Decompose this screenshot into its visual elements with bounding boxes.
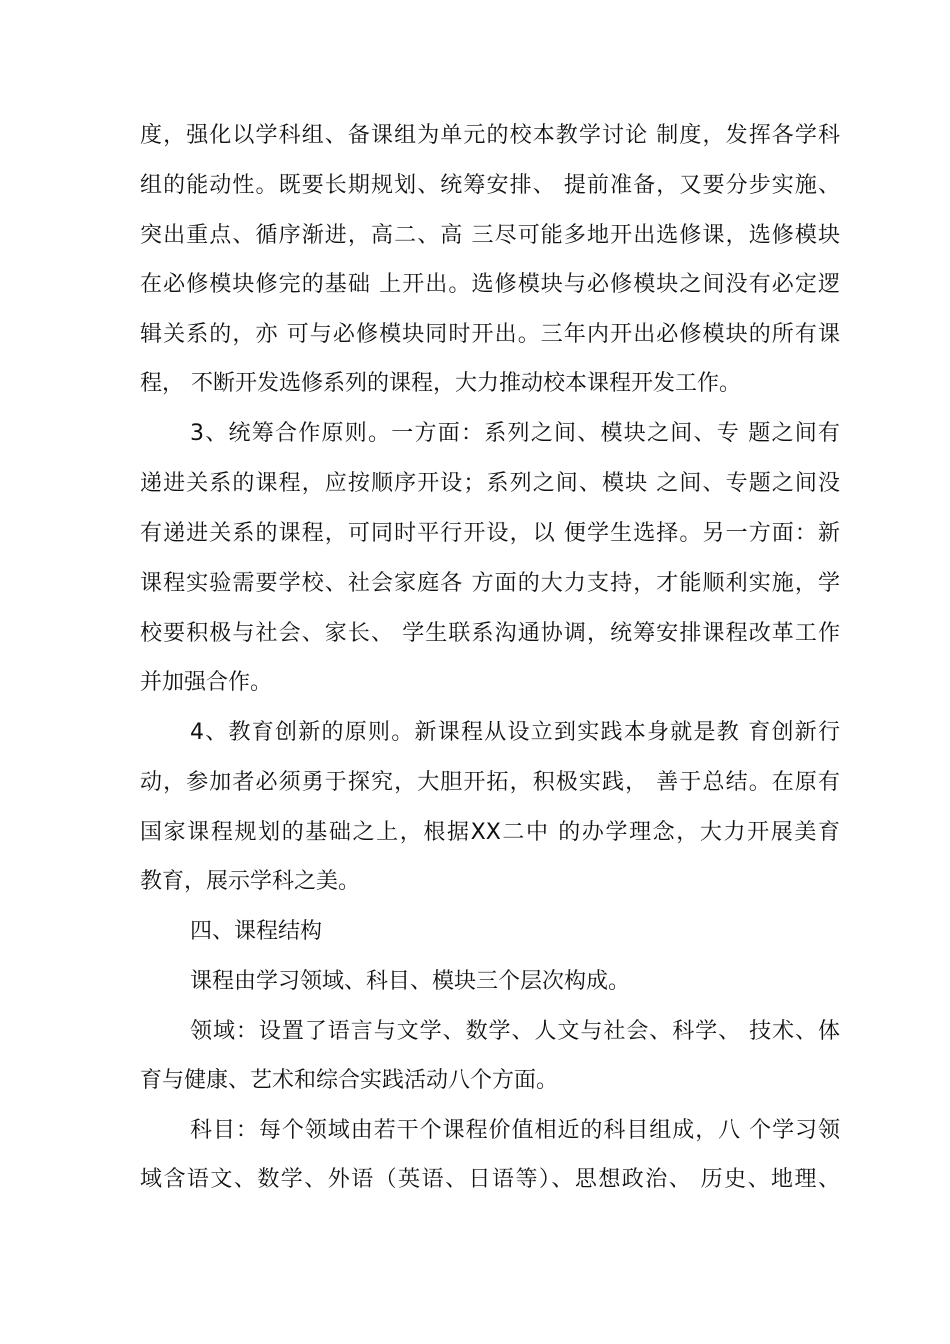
text-line: 域含语文、数学、外语（英语、日语等）、思想政治、 历史、地理、: [140, 1167, 840, 1192]
paragraph-first-line: 3、统筹合作原则。一方面：系列之间、模块之间、专 题之间有: [190, 421, 840, 446]
text-line: 组的能动性。既要长期规划、统筹安排、 提前准备，又要分步实施、: [140, 173, 840, 198]
text-line: 国家课程规划的基础之上，根据XX二中 的办学理念，大力开展美育: [140, 820, 840, 845]
text-line: 在必修模块修完的基础 上开出。选修模块与必修模块之间没有必定逻: [140, 272, 840, 297]
text-line: 度，强化以学科组、备课组为单元的校本教学讨论 制度，发挥各学科: [140, 123, 840, 148]
text-line: 程， 不断开发选修系列的课程，大力推动校本课程开发工作。: [140, 371, 741, 396]
paragraph-first-line: 4、教育创新的原则。新课程从设立到实践本身就是教 育创新行: [190, 720, 840, 745]
text-line: 递进关系的课程，应按顺序开设；系列之间、模块 之间、专题之间没: [140, 471, 840, 496]
text-line: 有递进关系的课程，可同时平行开设，以 便学生选择。另一方面：新: [140, 521, 840, 546]
text-line: 并加强合作。: [140, 670, 273, 695]
text-line: 辑关系的，亦 可与必修模块同时开出。三年内开出必修模块的所有课: [140, 322, 840, 347]
text-line: 动，参加者必须勇于探究，大胆开拓，积极实践， 善于总结。在原有: [140, 770, 840, 795]
text-line: 课程实验需要学校、社会家庭各 方面的大力支持，才能顺利实施，学: [140, 571, 840, 596]
text-line: 校要积极与社会、家长、 学生联系沟通协调，统筹安排课程改革工作: [140, 621, 840, 646]
section-heading: 四、课程结构: [190, 919, 323, 944]
paragraph-first-line: 领域：设置了语言与文学、数学、人文与社会、科学、 技术、体: [190, 1019, 840, 1044]
paragraph-first-line: 课程由学习领域、科目、模块三个层次构成。: [190, 969, 631, 994]
text-line: 育与健康、艺术和综合实践活动八个方面。: [140, 1068, 559, 1093]
paragraph-first-line: 科目：每个领域由若干个课程价值相近的科目组成，八 个学习领: [190, 1118, 840, 1143]
text-line: 突出重点、循序渐进，高二、高 三尽可能多地开出选修课，选修模块: [140, 223, 840, 248]
text-line: 教育，展示学科之美。: [140, 869, 361, 894]
